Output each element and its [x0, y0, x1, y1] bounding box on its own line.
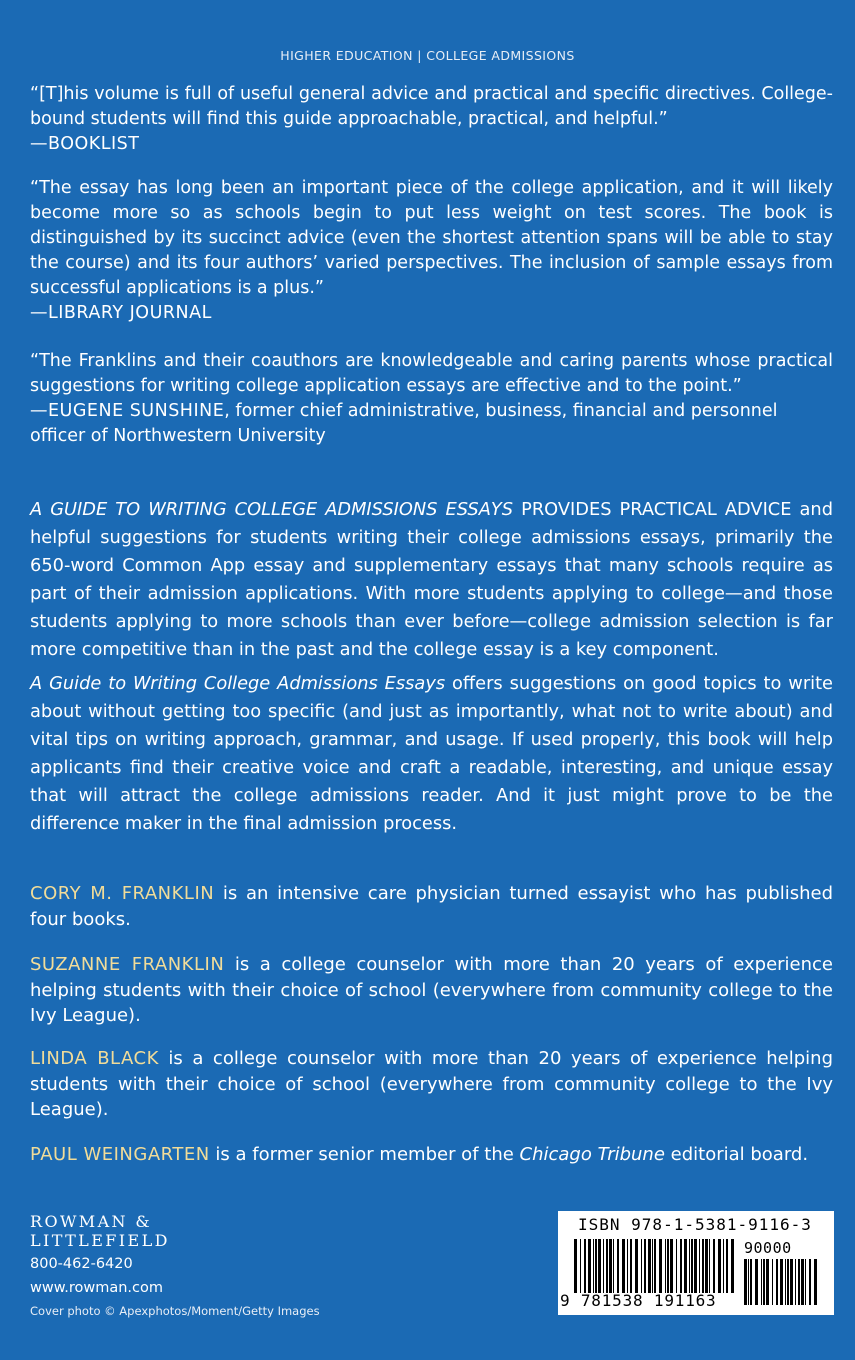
- barcode-bar: [755, 1259, 758, 1305]
- author-bio-text: is an intensive care physician turned essayist who has published four books.: [30, 883, 833, 930]
- category-header: HIGHER EDUCATION | COLLEGE ADMISSIONS: [280, 48, 575, 63]
- author-bio-text: is a college counselor with more than 20 years of experience helping students with their choice of school (everywhere from community college to the Ivy League).: [30, 954, 834, 1026]
- publisher-phone: 800-462-6420: [30, 1256, 133, 1272]
- barcode-bar: [748, 1259, 749, 1305]
- ean-number: 9 781538 191163: [560, 1291, 717, 1310]
- publisher-logo-line-1: ROWMAN &: [30, 1212, 153, 1231]
- photo-credit: Cover photo © Apexphotos/Moment/Getty Images: [30, 1304, 320, 1318]
- barcode-bar: [617, 1239, 619, 1293]
- barcode-bar: [702, 1239, 704, 1293]
- barcode-bar: [761, 1259, 762, 1305]
- barcode-bar: [723, 1239, 724, 1293]
- barcode-bar: [718, 1239, 721, 1293]
- barcode-bar: [659, 1239, 662, 1293]
- ean-barcode-bars: [574, 1239, 734, 1293]
- barcode-bar: [776, 1259, 778, 1305]
- barcode-bar: [606, 1239, 608, 1293]
- barcode-bar: [648, 1239, 651, 1293]
- review-source-description: , former chief administrative, business, financial and personnel officer of Northwestern University: [30, 401, 778, 446]
- author-bio-paul-weingarten: PAUL WEINGARTEN is a former senior member of the Chicago Tribune editorial board.: [30, 1144, 809, 1165]
- review-source: —LIBRARY JOURNAL: [30, 303, 212, 323]
- barcode-bar: [705, 1239, 708, 1293]
- barcode-bar: [630, 1239, 632, 1293]
- barcode-bar: [609, 1239, 612, 1293]
- author-bio-suzanne-franklin: [30, 952, 833, 1029]
- review-library-journal: [30, 176, 833, 326]
- barcode-bar: [613, 1239, 614, 1293]
- isbn-barcode: [558, 1211, 834, 1315]
- barcode-bar: [644, 1239, 646, 1293]
- barcode-bar: [814, 1259, 817, 1305]
- review-source: —BOOKLIST: [30, 134, 140, 154]
- description-paragraph-2: A Guide to Writing College Admissions Essays offers suggestions on good topics to write about without getting too specific (and just as importantly, what not to write about) and vital tips on writing approach, grammar, and usage. If used properly, this book will help applicants find their creative voice and craft a readable, interesting, and unique essay that will attract the college admissions reader. And it just might prove to be the difference maker in the final admission process.: [30, 673, 833, 834]
- barcode-bar: [641, 1239, 642, 1293]
- publisher-logo-line-2: LITTLEFIELD: [30, 1231, 170, 1250]
- barcode-bar: [750, 1259, 752, 1305]
- review-quote: “[T]his volume is full of useful general advice and practical and specific directives. College-bound students will find this guide approachable, practical, and helpful.”: [30, 84, 833, 129]
- book-description: [30, 496, 833, 844]
- barcode-bar: [790, 1259, 793, 1305]
- barcode-bar: [598, 1239, 601, 1293]
- barcode-bar: [593, 1239, 594, 1293]
- author-bio-linda-black: [30, 1046, 833, 1123]
- barcode-bar: [713, 1239, 715, 1293]
- barcode-bar: [627, 1239, 628, 1293]
- newspaper-name: Chicago Tribune: [519, 1144, 665, 1165]
- barcode-bar: [805, 1259, 806, 1305]
- addon-barcode-bars: [744, 1259, 820, 1305]
- barcode-bar: [744, 1259, 747, 1305]
- review-quote: “The Franklins and their coauthors are knowledgeable and caring parents whose practical suggestions for writing college application essays are effective and to the point.”: [30, 351, 833, 396]
- barcode-bar: [680, 1239, 682, 1293]
- barcode-bar: [574, 1239, 577, 1293]
- author-bio-text: is a college counselor with more than 20 years of experience helping students with their choice of school (everywhere from community college to the Ivy League).: [30, 1048, 833, 1120]
- barcode-bar: [795, 1259, 796, 1305]
- isbn-number: ISBN 978-1-5381-9116-3: [578, 1215, 812, 1234]
- book-title: A Guide to Writing College Admissions Essays: [30, 673, 446, 694]
- barcode-bar: [580, 1239, 581, 1293]
- barcode-bar: [801, 1259, 804, 1305]
- barcode-bar: [676, 1239, 677, 1293]
- price-code: 90000: [744, 1239, 792, 1257]
- barcode-bar: [588, 1239, 591, 1293]
- barcode-bar: [665, 1239, 666, 1293]
- barcode-bar: [689, 1239, 690, 1293]
- publisher-logo: [30, 1212, 170, 1250]
- barcode-bar: [798, 1259, 800, 1305]
- barcode-bar: [809, 1259, 811, 1305]
- barcode-bar: [772, 1259, 773, 1305]
- author-name: CORY M. FRANKLIN: [30, 883, 215, 904]
- barcode-bar: [766, 1259, 769, 1305]
- review-quote: “The essay has long been an important piece of the college application, and it will likely become more so as schools begin to put less weight on test scores. The book is distinguished by its succinct advice (even the shortest attention spans will be able to stay the course) and its four authors’ varied perspectives. The inclusion of sample essays from successful applications is a plus.”: [30, 178, 833, 298]
- author-name: LINDA BLACK: [30, 1048, 159, 1069]
- book-title-caps: A GUIDE TO WRITING COLLEGE ADMISSIONS ESSAYS: [30, 499, 514, 520]
- barcode-bar: [699, 1239, 700, 1293]
- barcode-bar: [785, 1259, 786, 1305]
- barcode-bar: [670, 1239, 673, 1293]
- review-source: —EUGENE SUNSHINE, former chief administrative, business, financial and personnel officer of Northwestern University: [30, 401, 778, 446]
- barcode-bar: [694, 1239, 697, 1293]
- review-eugene-sunshine: [30, 349, 833, 449]
- barcode-bar: [584, 1239, 586, 1293]
- publisher-website: www.rowman.com: [30, 1280, 164, 1296]
- barcode-bar: [763, 1259, 765, 1305]
- author-name: SUZANNE FRANKLIN: [30, 954, 225, 975]
- barcode-bar: [654, 1239, 656, 1293]
- barcode-bar: [731, 1239, 734, 1293]
- author-bio-cory-franklin: [30, 881, 833, 932]
- barcode-bar: [691, 1239, 693, 1293]
- barcode-bar: [603, 1239, 604, 1293]
- barcode-bar: [667, 1239, 669, 1293]
- barcode-bar: [595, 1239, 597, 1293]
- barcode-bar: [726, 1239, 728, 1293]
- barcode-bar: [622, 1239, 625, 1293]
- barcode-bar: [635, 1239, 638, 1293]
- review-booklist: [30, 82, 833, 157]
- barcode-bar: [709, 1239, 710, 1293]
- author-name: PAUL WEINGARTEN: [30, 1144, 210, 1165]
- barcode-bar: [684, 1239, 687, 1293]
- barcode-bar: [780, 1259, 783, 1305]
- description-paragraph-1: A GUIDE TO WRITING COLLEGE ADMISSIONS ESSAYS PROVIDES PRACTICAL ADVICE and helpful suggestions for students writing their college admissions essays, primarily the 650-word Common App essay and supplementary essays that many schools require as part of their admission applications. With more students applying to college—and those students applying to more schools than ever before—college admission selection is far more competitive than in the past and the college essay is a key component.: [30, 499, 833, 660]
- barcode-bar: [787, 1259, 789, 1305]
- barcode-bar: [652, 1239, 653, 1293]
